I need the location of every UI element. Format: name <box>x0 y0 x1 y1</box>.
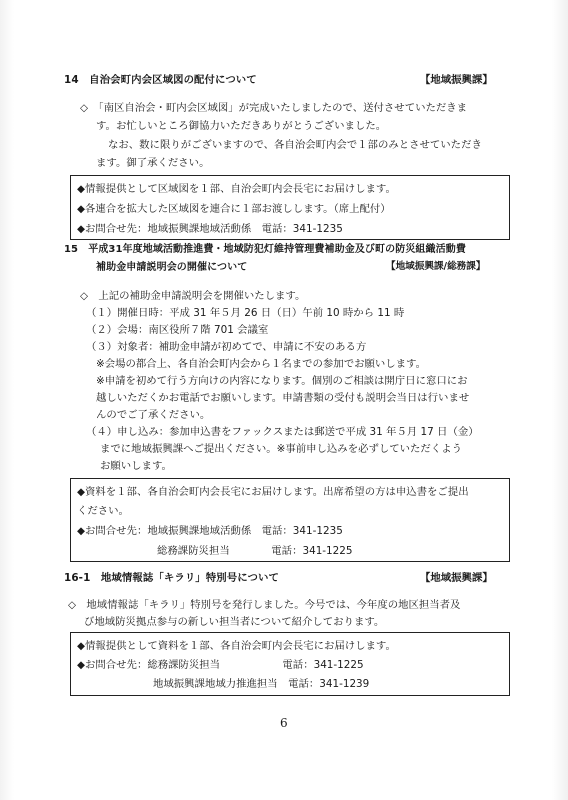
info-box-line: ◆資料を１部、各自治会町内会長宅にお届けします。出席希望の方は申込書をご提出 <box>77 486 469 498</box>
section-15-department-tag: 【地域振興課/総務課】 <box>386 261 486 272</box>
section-14-text-line: す。お忙しいところ御協力いただきありがとうございました。 <box>96 120 387 132</box>
info-box-line: ください。 <box>77 505 129 517</box>
info-box-line: ◆情報提供として区域図を１部、自治会町内会長宅にお届けします。 <box>77 183 396 195</box>
section-16-text-line: ◇ 地域情報誌「キラリ」特別号を発行しました。今号では、今年度の地区担当者及 <box>68 599 461 611</box>
section-14-info-box <box>70 175 510 240</box>
section-14-text-line: なお、数に限りがございますので、各自治会町内会で１部のみとさせていただき <box>108 139 482 151</box>
info-box-line: 総務課防災担当 電話：341-1225 <box>157 545 353 557</box>
section-15-text-line: （２）会場：南区役所７階 701 会議室 <box>86 324 269 336</box>
section-14-department-tag: 【地域振興課】 <box>420 74 493 86</box>
section-16-heading: 16-1 地域情報誌「キラリ」特別号について <box>64 572 280 584</box>
info-box-line: 地域振興課地域力推進担当 電話：341-1239 <box>153 678 370 690</box>
section-15-note-line: 越しいただくかお電話でお願いします。申請書類の受付も説明会当日は行いませ <box>96 392 470 404</box>
info-box-line: ◆お問合せ先：地域振興課地域活動係 電話：341-1235 <box>77 223 343 235</box>
section-15-text-line: ◇ 上記の補助金申請説明会を開催いたします。 <box>80 290 306 302</box>
section-16-info-box <box>70 632 510 696</box>
section-15-heading-continued: 補助金申請説明会の開催について <box>96 262 248 273</box>
section-15-text-line: お願いします。 <box>100 460 172 472</box>
section-15-heading: 15 平成31年度地域活動推進費・地域防犯灯維持管理費補助金及び町の防災組織活動費 <box>64 244 466 255</box>
section-15-note-line: んのでご了承ください。 <box>96 409 211 421</box>
info-box-line: ◆情報提供として資料を１部、各自治会町内会長宅にお届けします。 <box>77 640 396 652</box>
section-14-heading: 14 自治会町内会区域図の配付について <box>64 74 257 86</box>
section-15-note-line: ※会場の都合上、各自治会町内会から１名までの参加でお願いします。 <box>96 358 426 370</box>
section-16-text-line: び地域防災拠点参与の新しい担当者について紹介しております。 <box>84 616 385 628</box>
section-15-text-line: （３）対象者：補助金申請が初めてで、申請に不安のある方 <box>86 341 367 353</box>
section-15-text-line: （１）開催日時：平成 31 年５月 26 日（日）午前 10 時から 11 時 <box>86 307 405 319</box>
section-15-note-line: ※申請を初めて行う方向けの内容になります。個別のご相談は開庁日に窓口にお <box>96 375 468 387</box>
section-15-text-line: までに地域振興課へご提出ください。※事前申し込みを必ずしていただくよう <box>100 443 462 455</box>
section-16-department-tag: 【地域振興課】 <box>420 572 493 584</box>
page-number: 6 <box>280 716 288 730</box>
info-box-line: ◆お問合せ先：総務課防災担当 電話：341-1225 <box>77 659 364 671</box>
section-14-text-line: ます。御了承ください。 <box>96 157 210 169</box>
section-15-info-box <box>70 478 510 562</box>
section-14-text-line: ◇ 「南区自治会・町内会区域図」が完成いたしましたので、送付させていただきま <box>80 102 468 114</box>
info-box-line: ◆各連合を拡大した区域図を連合に１部お渡しします。（席上配付） <box>77 203 391 215</box>
section-15-text-line: （４）申し込み：参加申込書をファックスまたは郵送で平成 31 年５月 17 日（金） <box>86 426 479 438</box>
info-box-line: ◆お問合せ先：地域振興課地域活動係 電話：341-1235 <box>77 525 343 537</box>
